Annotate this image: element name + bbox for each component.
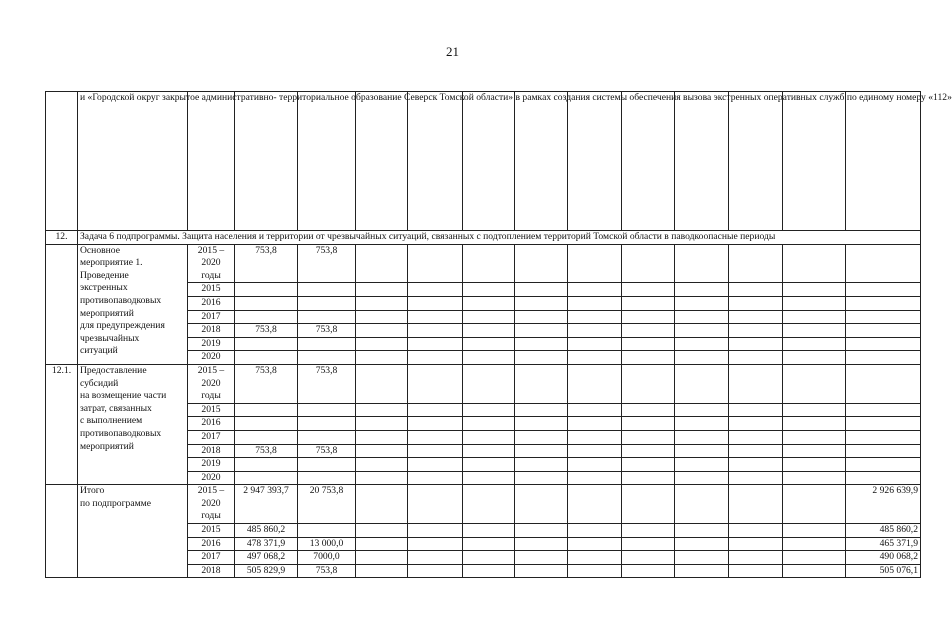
subprogram-table bbox=[45, 91, 952, 578]
empty-cell bbox=[729, 351, 783, 365]
other-sources-cell bbox=[846, 444, 921, 458]
empty-cell bbox=[463, 244, 515, 283]
empty-cell bbox=[408, 403, 463, 417]
other-sources-cell bbox=[846, 458, 921, 472]
table-row bbox=[46, 244, 921, 283]
empty-cell bbox=[729, 551, 783, 565]
empty-cell bbox=[783, 296, 846, 310]
task-row bbox=[46, 231, 921, 245]
empty-cell bbox=[729, 337, 783, 351]
empty-cell bbox=[463, 417, 515, 431]
total-cell: 2 947 393,7 bbox=[235, 485, 298, 524]
empty-cell bbox=[622, 337, 675, 351]
empty-cell bbox=[356, 351, 408, 365]
empty-cell bbox=[408, 337, 463, 351]
empty-cell bbox=[568, 403, 622, 417]
period-cell: 2015 – 2020 годы bbox=[188, 364, 235, 403]
empty-cell bbox=[568, 310, 622, 324]
empty-cell bbox=[675, 244, 729, 283]
activity-name: Предоставление субсидий на возмещение части затрат, связанных с выполнением противопаводковых мероприятий bbox=[78, 364, 188, 484]
empty-cell bbox=[729, 324, 783, 338]
empty-cell bbox=[568, 364, 622, 403]
budget-cell bbox=[298, 296, 356, 310]
empty-cell bbox=[622, 458, 675, 472]
total-cell: 753,8 bbox=[235, 324, 298, 338]
empty-cell bbox=[408, 537, 463, 551]
empty-cell bbox=[408, 485, 463, 524]
empty-cell bbox=[408, 564, 463, 578]
empty-cell bbox=[515, 444, 568, 458]
empty-cell bbox=[463, 283, 515, 297]
empty-cell bbox=[463, 351, 515, 365]
budget-cell bbox=[298, 403, 356, 417]
other-sources-cell bbox=[846, 417, 921, 431]
budget-cell bbox=[298, 471, 356, 485]
empty-cell bbox=[408, 364, 463, 403]
empty-cell bbox=[729, 417, 783, 431]
empty-cell bbox=[408, 551, 463, 565]
budget-cell bbox=[298, 430, 356, 444]
other-sources-cell bbox=[846, 364, 921, 403]
empty-cell bbox=[675, 324, 729, 338]
empty-cell bbox=[675, 444, 729, 458]
total-cell bbox=[235, 337, 298, 351]
empty-cell bbox=[729, 444, 783, 458]
empty-cell bbox=[783, 458, 846, 472]
empty-cell bbox=[463, 324, 515, 338]
empty-cell bbox=[783, 417, 846, 431]
empty-cell bbox=[675, 296, 729, 310]
empty-cell bbox=[356, 244, 408, 283]
empty-cell bbox=[515, 283, 568, 297]
empty-cell bbox=[463, 458, 515, 472]
period-cell: 2018 bbox=[188, 564, 235, 578]
period-cell: 2017 bbox=[188, 310, 235, 324]
empty-cell bbox=[622, 364, 675, 403]
table-row bbox=[46, 485, 921, 524]
period-cell: 2015 – 2020 годы bbox=[188, 485, 235, 524]
budget-cell bbox=[298, 458, 356, 472]
empty-cell bbox=[622, 283, 675, 297]
row-number: 12.1. bbox=[46, 364, 78, 484]
empty-cell bbox=[356, 444, 408, 458]
empty-cell bbox=[408, 351, 463, 365]
empty-cell bbox=[356, 564, 408, 578]
empty-cell bbox=[515, 524, 568, 538]
other-sources-cell bbox=[846, 430, 921, 444]
empty-cell bbox=[783, 430, 846, 444]
empty-cell bbox=[675, 564, 729, 578]
empty-cell bbox=[356, 283, 408, 297]
empty-cell bbox=[675, 283, 729, 297]
empty-cell bbox=[515, 244, 568, 283]
empty-cell bbox=[356, 310, 408, 324]
empty-cell bbox=[568, 444, 622, 458]
empty-cell bbox=[463, 551, 515, 565]
empty-cell bbox=[568, 324, 622, 338]
period-cell: 2015 – 2020 годы bbox=[188, 244, 235, 283]
empty-cell bbox=[515, 310, 568, 324]
period-cell: 2019 bbox=[188, 337, 235, 351]
empty-cell bbox=[729, 458, 783, 472]
empty-cell bbox=[356, 471, 408, 485]
period-cell: 2015 bbox=[188, 524, 235, 538]
intro-text: и «Городской округ закрытое административно- территориальное образование Северск Томской области» в рамках создания системы обеспечения вызова экстренных оперативных служб по единому номеру «112» bbox=[78, 92, 188, 231]
empty-cell bbox=[622, 444, 675, 458]
empty-cell bbox=[356, 537, 408, 551]
empty-cell bbox=[515, 296, 568, 310]
empty-cell bbox=[568, 564, 622, 578]
empty-cell bbox=[408, 310, 463, 324]
empty-cell bbox=[356, 485, 408, 524]
total-cell: 497 068,2 bbox=[235, 551, 298, 565]
period-cell: 2020 bbox=[188, 351, 235, 365]
empty-cell bbox=[463, 337, 515, 351]
other-sources-cell: 2 926 639,9 bbox=[846, 485, 921, 524]
other-sources-cell: 490 068,2 bbox=[846, 551, 921, 565]
period-cell: 2016 bbox=[188, 296, 235, 310]
empty-cell bbox=[568, 485, 622, 524]
total-cell: 478 371,9 bbox=[235, 537, 298, 551]
empty-cell bbox=[568, 244, 622, 283]
empty-cell bbox=[783, 324, 846, 338]
empty-cell bbox=[568, 351, 622, 365]
row-number bbox=[46, 485, 78, 578]
empty-cell bbox=[408, 444, 463, 458]
other-sources-cell bbox=[846, 403, 921, 417]
empty-cell bbox=[515, 364, 568, 403]
empty-cell bbox=[515, 324, 568, 338]
page-number: 21 bbox=[446, 44, 459, 59]
period-cell: 2015 bbox=[188, 403, 235, 417]
empty-cell bbox=[463, 537, 515, 551]
period-cell: 2018 bbox=[188, 444, 235, 458]
empty-cell bbox=[356, 430, 408, 444]
empty-cell bbox=[675, 430, 729, 444]
budget-cell: 7000,0 bbox=[298, 551, 356, 565]
empty-cell bbox=[675, 524, 729, 538]
empty-cell bbox=[783, 337, 846, 351]
empty-cell bbox=[675, 337, 729, 351]
total-cell bbox=[235, 403, 298, 417]
empty-cell bbox=[515, 337, 568, 351]
other-sources-cell bbox=[846, 310, 921, 324]
empty-cell bbox=[622, 296, 675, 310]
empty-cell bbox=[568, 458, 622, 472]
period-cell: 2016 bbox=[188, 537, 235, 551]
empty-cell bbox=[729, 283, 783, 297]
empty-cell bbox=[568, 524, 622, 538]
total-cell bbox=[235, 417, 298, 431]
empty-cell bbox=[515, 417, 568, 431]
empty-cell bbox=[675, 364, 729, 403]
total-cell bbox=[235, 471, 298, 485]
empty-cell bbox=[783, 564, 846, 578]
empty-cell bbox=[729, 485, 783, 524]
empty-cell bbox=[463, 444, 515, 458]
empty-cell bbox=[783, 403, 846, 417]
task-number: 12. bbox=[46, 231, 78, 245]
empty-cell bbox=[515, 485, 568, 524]
empty-cell bbox=[356, 458, 408, 472]
empty-cell bbox=[463, 485, 515, 524]
empty-cell bbox=[783, 444, 846, 458]
empty-cell bbox=[675, 351, 729, 365]
empty-cell bbox=[408, 296, 463, 310]
budget-cell bbox=[298, 283, 356, 297]
empty-cell bbox=[463, 524, 515, 538]
empty-cell bbox=[356, 524, 408, 538]
empty-cell bbox=[568, 471, 622, 485]
empty-cell bbox=[622, 485, 675, 524]
empty-cell bbox=[783, 485, 846, 524]
empty-cell bbox=[408, 524, 463, 538]
budget-cell bbox=[298, 351, 356, 365]
task-title: Задача 6 подпрограммы. Защита населения и территории от чрезвычайных ситуаций, связанных с подтоплением территорий Томской области в паводкоопасные периоды bbox=[78, 231, 921, 245]
empty-cell bbox=[783, 310, 846, 324]
other-sources-cell bbox=[846, 283, 921, 297]
empty-cell bbox=[408, 458, 463, 472]
budget-cell: 753,8 bbox=[298, 244, 356, 283]
empty-cell bbox=[622, 524, 675, 538]
activity-name: Итого по подпрограмме bbox=[78, 485, 188, 578]
intro-row bbox=[46, 92, 921, 231]
empty-cell bbox=[356, 337, 408, 351]
empty-cell bbox=[356, 364, 408, 403]
intro-num-cell bbox=[46, 92, 78, 231]
empty-cell bbox=[675, 551, 729, 565]
budget-cell: 753,8 bbox=[298, 444, 356, 458]
total-cell: 505 829,9 bbox=[235, 564, 298, 578]
period-cell: 2018 bbox=[188, 324, 235, 338]
empty-cell bbox=[783, 283, 846, 297]
empty-cell bbox=[515, 458, 568, 472]
empty-cell bbox=[675, 485, 729, 524]
period-cell: 2017 bbox=[188, 430, 235, 444]
other-sources-cell bbox=[846, 244, 921, 283]
empty-cell bbox=[515, 564, 568, 578]
empty-cell bbox=[622, 324, 675, 338]
period-cell: 2019 bbox=[188, 458, 235, 472]
total-cell bbox=[235, 458, 298, 472]
budget-cell: 753,8 bbox=[298, 564, 356, 578]
empty-cell bbox=[356, 296, 408, 310]
total-cell: 485 860,2 bbox=[235, 524, 298, 538]
total-cell bbox=[235, 283, 298, 297]
row-number bbox=[46, 244, 78, 364]
empty-cell bbox=[568, 296, 622, 310]
other-sources-cell: 465 371,9 bbox=[846, 537, 921, 551]
empty-cell bbox=[622, 244, 675, 283]
empty-cell bbox=[622, 430, 675, 444]
empty-cell bbox=[675, 471, 729, 485]
empty-cell bbox=[783, 524, 846, 538]
empty-cell bbox=[356, 551, 408, 565]
budget-cell: 753,8 bbox=[298, 324, 356, 338]
empty-cell bbox=[408, 244, 463, 283]
empty-cell bbox=[675, 403, 729, 417]
empty-cell bbox=[729, 244, 783, 283]
empty-cell bbox=[515, 471, 568, 485]
period-cell: 2015 bbox=[188, 283, 235, 297]
other-sources-cell bbox=[846, 337, 921, 351]
empty-cell bbox=[463, 364, 515, 403]
empty-cell bbox=[675, 458, 729, 472]
empty-cell bbox=[463, 564, 515, 578]
empty-cell bbox=[463, 430, 515, 444]
empty-cell bbox=[463, 296, 515, 310]
empty-cell bbox=[729, 403, 783, 417]
empty-cell bbox=[622, 403, 675, 417]
empty-cell bbox=[729, 564, 783, 578]
total-cell bbox=[235, 310, 298, 324]
budget-cell bbox=[298, 310, 356, 324]
empty-cell bbox=[675, 537, 729, 551]
empty-cell bbox=[729, 364, 783, 403]
empty-cell bbox=[622, 351, 675, 365]
activity-name: Основное мероприятие 1. Проведение экстренных противопаводковых мероприятий для предупреждения чрезвычайных ситуаций bbox=[78, 244, 188, 364]
period-cell: 2017 bbox=[188, 551, 235, 565]
empty-cell bbox=[356, 403, 408, 417]
empty-cell bbox=[622, 537, 675, 551]
empty-cell bbox=[729, 310, 783, 324]
empty-cell bbox=[356, 324, 408, 338]
empty-cell bbox=[515, 430, 568, 444]
empty-cell bbox=[622, 471, 675, 485]
empty-cell bbox=[568, 430, 622, 444]
table-row bbox=[46, 364, 921, 403]
empty-cell bbox=[622, 417, 675, 431]
empty-cell bbox=[729, 296, 783, 310]
period-cell: 2020 bbox=[188, 471, 235, 485]
budget-cell: 20 753,8 bbox=[298, 485, 356, 524]
empty-cell bbox=[408, 417, 463, 431]
other-sources-cell bbox=[846, 351, 921, 365]
empty-cell bbox=[622, 310, 675, 324]
empty-cell bbox=[568, 417, 622, 431]
empty-cell bbox=[783, 244, 846, 283]
total-cell bbox=[235, 351, 298, 365]
other-sources-cell: 485 860,2 bbox=[846, 524, 921, 538]
empty-cell bbox=[783, 351, 846, 365]
empty-cell bbox=[408, 430, 463, 444]
empty-cell bbox=[515, 537, 568, 551]
empty-cell bbox=[408, 283, 463, 297]
budget-cell: 13 000,0 bbox=[298, 537, 356, 551]
other-sources-cell bbox=[846, 296, 921, 310]
empty-cell bbox=[675, 310, 729, 324]
total-cell: 753,8 bbox=[235, 444, 298, 458]
empty-cell bbox=[783, 537, 846, 551]
empty-cell bbox=[729, 524, 783, 538]
other-sources-cell bbox=[846, 471, 921, 485]
empty-cell bbox=[463, 471, 515, 485]
empty-cell bbox=[675, 417, 729, 431]
empty-cell bbox=[408, 471, 463, 485]
budget-cell: 753,8 bbox=[298, 364, 356, 403]
empty-cell bbox=[568, 551, 622, 565]
empty-cell bbox=[515, 351, 568, 365]
empty-cell bbox=[622, 551, 675, 565]
empty-cell bbox=[729, 537, 783, 551]
empty-cell bbox=[515, 551, 568, 565]
empty-cell bbox=[515, 403, 568, 417]
empty-cell bbox=[729, 430, 783, 444]
empty-cell bbox=[408, 324, 463, 338]
empty-cell bbox=[463, 403, 515, 417]
budget-cell bbox=[298, 337, 356, 351]
empty-cell bbox=[568, 537, 622, 551]
total-cell: 753,8 bbox=[235, 244, 298, 283]
empty-cell bbox=[463, 310, 515, 324]
empty-cell bbox=[568, 283, 622, 297]
other-sources-cell: 505 076,1 bbox=[846, 564, 921, 578]
empty-cell bbox=[622, 564, 675, 578]
period-cell: 2016 bbox=[188, 417, 235, 431]
empty-cell bbox=[356, 417, 408, 431]
empty-cell bbox=[729, 471, 783, 485]
budget-cell bbox=[298, 524, 356, 538]
total-cell bbox=[235, 430, 298, 444]
empty-cell bbox=[783, 551, 846, 565]
empty-cell bbox=[568, 337, 622, 351]
total-cell bbox=[235, 296, 298, 310]
empty-cell bbox=[783, 364, 846, 403]
budget-cell bbox=[298, 417, 356, 431]
empty-cell bbox=[783, 471, 846, 485]
other-sources-cell bbox=[846, 324, 921, 338]
total-cell: 753,8 bbox=[235, 364, 298, 403]
